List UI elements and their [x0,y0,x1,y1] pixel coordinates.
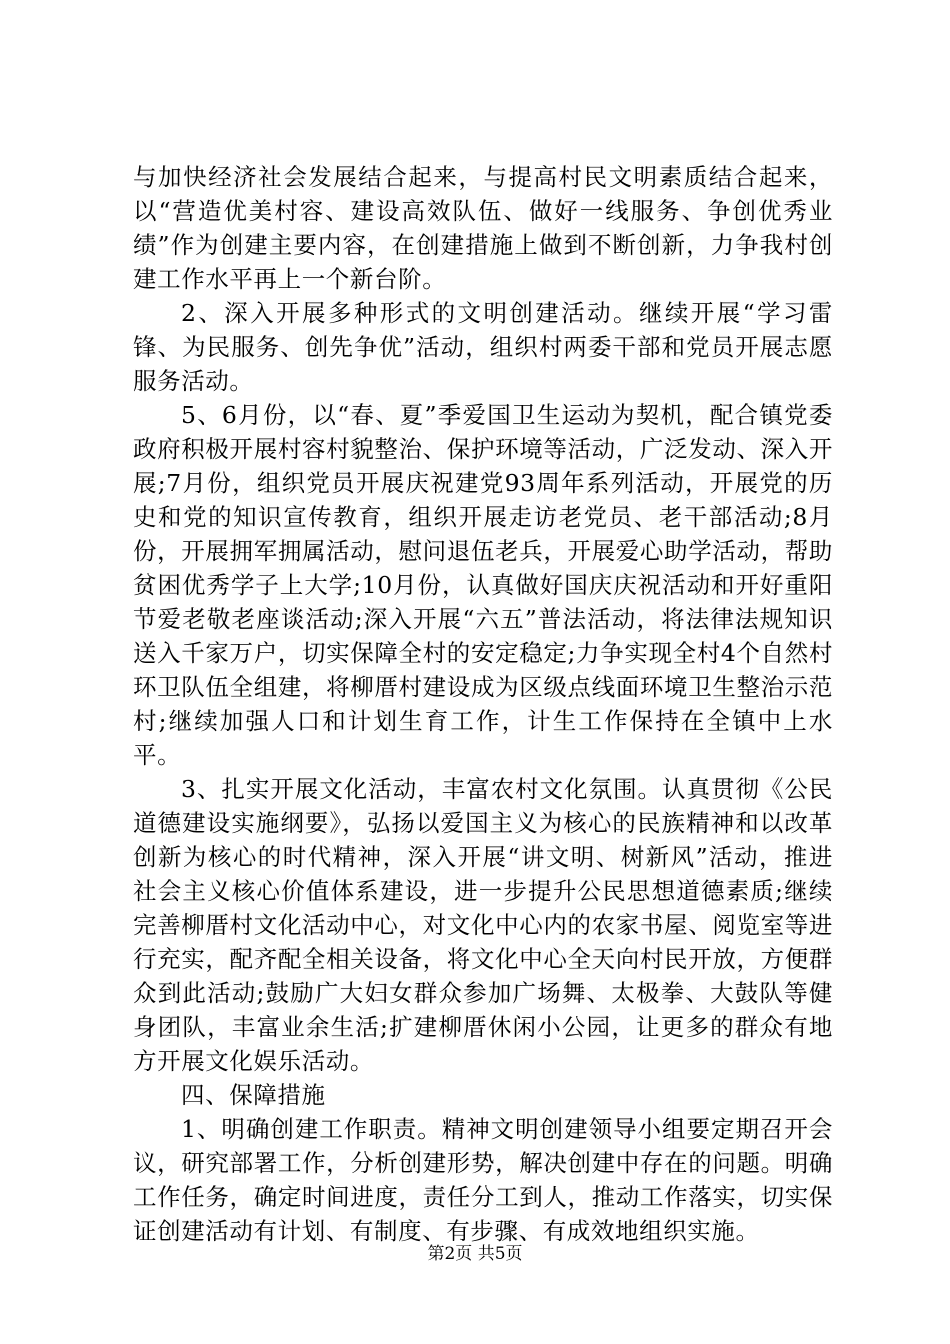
paragraph-safeguard-1: 1、明确创建工作职责。精神文明创建领导小组要定期召开会议，研究部署工作，分析创建形势，解决创建中存在的问题。明确工作任务，确定时间进度，责任分工到人，推动工作落实，切实保证创建活动有计划、有制度、有步骤、有成效地组织实施。 [133,1115,833,1245]
section-heading-safeguards: 四、保障措施 [181,1081,326,1109]
document-body [133,160,833,1248]
paragraph-item-2: 2、深入开展多种形式的文明创建活动。继续开展“学习雷锋、为民服务、创先争优”活动，组织村两委干部和党员开展志愿服务活动。 [133,299,833,395]
paragraph-continuation: 与加快经济社会发展结合起来，与提高村民文明素质结合起来，以“营造优美村容、建设高效队伍、做好一线服务、争创优秀业绩”作为创建主要内容，在创建措施上做到不断创新，力争我村创建工作水平再上一个新台阶。 [133,163,833,293]
paragraph-monthly-activities: 5、6月份，以“春、夏”季爱国卫生运动为契机，配合镇党委政府积极开展村容村貌整治、保护环境等活动，广泛发动、深入开展;7月份，组织党员开展庆祝建党93周年系列活动，开展党的历史和党的知识宣传教育，组织开展走访老党员、老干部活动;8月份，开展拥军拥属活动，慰问退伍老兵，开展爱心助学活动，帮助贫困优秀学子上大学;10月份，认真做好国庆庆祝活动和开好重阳节爱老敬老座谈活动;深入开展“六五”普法活动，将法律法规知识送入千家万户，切实保障全村的安定稳定;力争实现全村4个自然村环卫队伍全组建，将柳厝村建设成为区级点线面环境卫生整治示范村;继续加强人口和计划生育工作，计生工作保持在全镇中上水平。 [133,401,833,769]
paragraph-item-3: 3、扎实开展文化活动，丰富农村文化氛围。认真贯彻《公民道德建设实施纲要》，弘扬以爱国主义为核心的民族精神和以改革创新为核心的时代精神，深入开展“讲文明、树新风”活动，推进社会主义核心价值体系建设，进一步提升公民思想道德素质;继续完善柳厝村文化活动中心，对文化中心内的农家书屋、阅览室等进行充实，配齐配全相关设备，将文化中心全天向村民开放，方便群众到此活动;鼓励广大妇女群众参加广场舞、太极拳、大鼓队等健身团队，丰富业余生活;扩建柳厝休闲小公园，让更多的群众有地方开展文化娱乐活动。 [133,775,833,1075]
page-footer: 第2页 共5页 [427,1244,523,1264]
